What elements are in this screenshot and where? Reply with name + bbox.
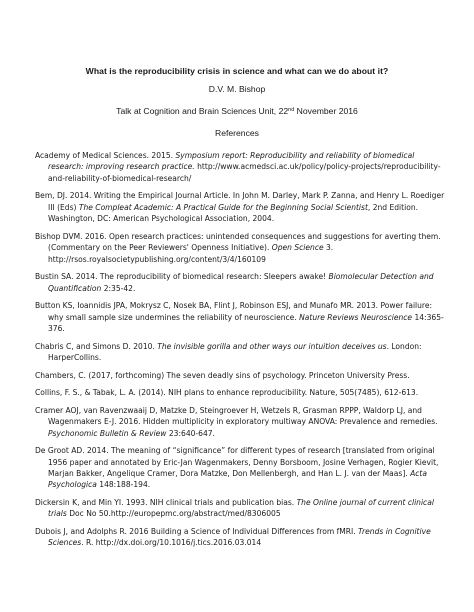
reference-entry [35, 526, 445, 549]
reference-text: Bem, DJ. 2014. Writing the Empirical Journal Article. In John M. Darley, Mark P. Zanna, and Henry L. Roediger III (Eds) [35, 191, 445, 212]
reference-text: Bustin SA. 2014. The reproducibility of biomedical research: Sleepers awake! [35, 272, 329, 282]
reference-text-end: 148:188-194. [96, 480, 151, 490]
reference-italic: The invisible gorilla and other ways our intuition deceives us [157, 341, 387, 351]
reference-text-end: 23:640-647. [166, 428, 215, 438]
reference-text: Dickersin K, and Min YI. 1993. NIH clinical trials and publication bias. [35, 498, 297, 508]
reference-text: Chabris C, and Simons D. 2010. [35, 341, 158, 351]
reference-italic: Trends in Cognitive Sciences [48, 527, 431, 548]
reference-italic: Psychonomic Bulletin & Review [48, 428, 167, 438]
reference-entry [35, 190, 445, 224]
reference-italic: Nature Reviews Neuroscience [299, 312, 413, 322]
talk-line [0, 106, 474, 116]
reference-italic: The Compleat Academic: A Practical Guide for the Beginning Social Scientist [78, 202, 368, 212]
reference-text-end: 14:365-376. [48, 312, 444, 334]
reference-entry [35, 300, 445, 334]
reference-text-end: 2:35-42. [101, 283, 136, 293]
reference-text-end: . London: HarperCollins. [48, 341, 422, 363]
reference-entry [35, 445, 445, 491]
references-heading: References [215, 128, 259, 138]
talk-text-end: November 2016 [294, 106, 358, 116]
reference-entry [35, 341, 445, 364]
references-list [35, 150, 445, 555]
reference-text: Dubois J, and Adolphs R. 2016 Building a Science of Individual Differences from fMRI. [35, 527, 359, 537]
reference-entry [35, 405, 445, 439]
reference-italic: Acta Psychologica [48, 469, 428, 490]
reference-italic: The Online journal of current clinical trials [48, 498, 434, 519]
reference-entry [35, 150, 445, 184]
author-line: D.V. M. Bishop [208, 84, 266, 94]
reference-text: Button KS, Ioannidis JPA, Mokrysz C, Nosek BA, Flint J, Robinson ESJ, and Munafo MR. 2013. Power failure: why small sample size undermines the reliability of neuroscience. [35, 301, 433, 322]
reference-entry [35, 370, 445, 381]
reference-text-end: http://www.acmedsci.ac.uk/policy/policy-projects/reproducibility-and-reliability-of-biomedical-research/ [48, 162, 441, 183]
talk-superscript: nd [288, 107, 295, 113]
reference-entry [35, 231, 445, 265]
reference-italic: Open Science [271, 243, 324, 253]
reference-italic: Symposium report: Reproducibility and reliability of biomedical research: improving research practice. [48, 151, 415, 172]
reference-text-end: , 2nd Edition. Washington, DC: American Psychological Association, 2004. [48, 202, 419, 224]
reference-text: Bishop DVM. 2016. Open research practices: unintended consequences and suggestions for averting them. (Commentary on the Peer Reviewers' Openness Initiative). [35, 231, 441, 253]
reference-italic: Biomolecular Detection and Quantification [48, 272, 434, 293]
reference-entry [35, 387, 445, 398]
reference-text: Cramer AOJ, van Ravenzwaaij D, Matzke D, Steingroever H, Wetzels R, Grasman RPPP, Waldorp LJ, and Wagenmakers E-J. 2016. Hidden multiplicity in exploratory multiway ANOVA: Prevalence and remedies. [35, 405, 438, 427]
document-title: What is the reproducibility crisis in science and what can we do about it? [85, 66, 389, 76]
talk-text: Talk at Cognition and Brain Sciences Unit, 22 [116, 106, 289, 116]
reference-text-end: 3. http://rsos.royalsocietypublishing.org/content/3/4/160109 [48, 243, 334, 264]
reference-text: Academy of Medical Sciences. 2015. [35, 151, 176, 160]
reference-entry [35, 271, 445, 294]
reference-text: Collins, F. S., & Tabak, L. A. (2014). NIH plans to enhance reproducibility. Nature, 505(7485), 612-613. [35, 388, 419, 398]
reference-text: De Groot AD. 2014. The meaning of “significance” for different types of research [translated from original 1956 paper and annotated by Eric-Jan Wagenmakers, Denny Borsboom, Josine Verhagen, Rogier Kievit, Marjan Bakker, Angelique Cramer, Dora Matzke, Don Mellenbergh, and Han L. J. van der Maas]. [35, 446, 439, 479]
reference-entry [35, 497, 445, 520]
reference-text-end: Doc No 50.http://europepmc.org/abstract/med/8306005 [66, 509, 281, 519]
reference-text-end: . R. http://dx.doi.org/10.1016/j.tics.2016.03.014 [81, 538, 262, 548]
reference-text: Chambers, C. (2017, forthcoming) The seven deadly sins of psychology. Princeton University Press. [35, 370, 410, 380]
